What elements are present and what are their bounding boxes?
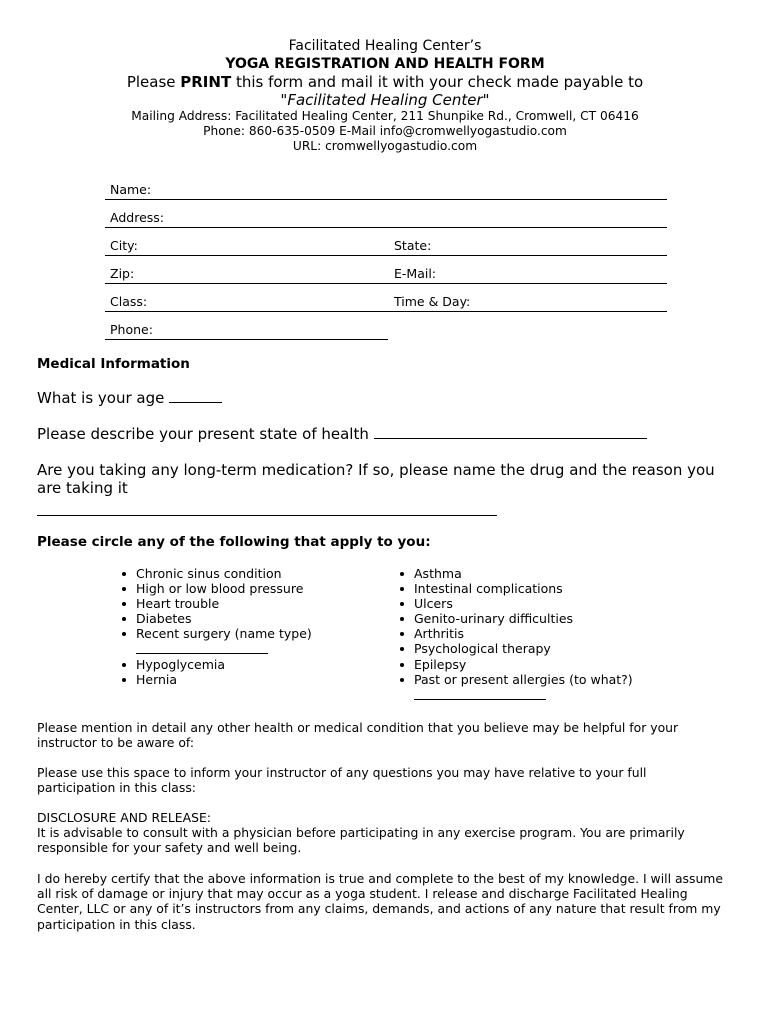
condition-item[interactable]: Genito-urinary difficulties <box>398 611 698 626</box>
payee-line <box>0 91 770 109</box>
questions-line2: participation in this class: <box>37 780 196 796</box>
field-row-zip-email <box>105 265 667 293</box>
certify-line4: participation in this class. <box>37 916 196 932</box>
disclosure-text <box>37 810 737 856</box>
certify-line1: I do hereby certify that the above information is true and complete to the best of my knowledge. I will assume <box>37 871 724 886</box>
form-title: YOGA REGISTRATION AND HEALTH FORM <box>225 56 545 72</box>
payee-name: Facilitated Healing Center <box>287 91 483 109</box>
allergies-blank-row <box>398 687 698 702</box>
medication-answer-line[interactable] <box>37 515 497 516</box>
health-blank[interactable] <box>374 426 647 439</box>
health-question <box>37 425 737 443</box>
surgery-blank[interactable] <box>136 641 268 654</box>
age-question-text: What is your age <box>37 389 165 407</box>
medication-question <box>37 461 737 497</box>
condition-item[interactable]: Intestinal complications <box>398 581 698 596</box>
condition-item[interactable]: Past or present allergies (to what?) <box>398 672 698 687</box>
city-field[interactable]: City: <box>105 237 391 256</box>
age-blank[interactable] <box>169 390 222 403</box>
conditions-list-left <box>120 566 380 687</box>
field-row-class-time <box>105 293 667 321</box>
condition-item[interactable]: Hernia <box>120 672 380 687</box>
condition-item[interactable]: Heart trouble <box>120 596 380 611</box>
condition-item[interactable]: Psychological therapy <box>398 641 698 656</box>
contact-fields <box>105 181 667 349</box>
payee-open-quote: " <box>280 91 288 109</box>
age-question <box>37 389 737 407</box>
surgery-blank-row <box>120 641 380 656</box>
allergies-blank[interactable] <box>414 687 546 700</box>
condition-item[interactable]: Hypoglycemia <box>120 657 380 672</box>
print-instruction <box>0 73 770 91</box>
medication-question-line1: Are you taking any long-term medication? If so, please name the drug and the reason you <box>37 461 715 479</box>
email-field[interactable]: E-Mail: <box>391 265 667 284</box>
phone-field[interactable]: Phone: <box>105 321 388 340</box>
disclosure-title: DISCLOSURE AND RELEASE: <box>37 810 211 825</box>
form-header <box>0 37 770 154</box>
class-field[interactable]: Class: <box>105 293 391 312</box>
health-question-text: Please describe your present state of health <box>37 425 369 443</box>
name-field[interactable]: Name: <box>105 181 667 200</box>
instruction-post: this form and mail it with your check made payable to <box>231 73 644 91</box>
zip-field[interactable]: Zip: <box>105 265 391 284</box>
disclosure-line1: It is advisable to consult with a physician before participating in any exercise program. You are primarily <box>37 825 685 841</box>
contact-line: Phone: 860-635-0509 E-Mail info@cromwellyogastudio.com <box>203 124 567 138</box>
url-line: URL: cromwellyogastudio.com <box>292 139 478 153</box>
address-field[interactable]: Address: <box>105 209 667 228</box>
field-row-city-state <box>105 237 667 265</box>
payee-close-quote: " <box>482 91 490 109</box>
condition-item[interactable]: Asthma <box>398 566 698 581</box>
instruction-bold: PRINT <box>180 73 232 91</box>
other-conditions-line2: instructor to be aware of: <box>37 735 195 751</box>
questions-line1: Please use this space to inform your instructor of any questions you may have relative to your full <box>37 765 647 780</box>
condition-item[interactable]: Epilepsy <box>398 657 698 672</box>
conditions-list-right <box>398 566 698 702</box>
condition-item[interactable]: Ulcers <box>398 596 698 611</box>
condition-item[interactable]: High or low blood pressure <box>120 581 380 596</box>
field-row-phone <box>105 321 667 349</box>
field-row-name <box>105 181 667 209</box>
certify-text <box>37 871 737 932</box>
disclosure-line2: responsible for your safety and well being. <box>37 840 302 856</box>
condition-item[interactable]: Chronic sinus condition <box>120 566 380 581</box>
condition-item[interactable]: Diabetes <box>120 611 380 626</box>
condition-item[interactable]: Recent surgery (name type) <box>120 626 380 641</box>
field-row-address <box>105 209 667 237</box>
medication-question-line2: are taking it <box>37 479 128 497</box>
certify-line2: all risk of damage or injury that may occur as a yoga student. I release and discharge Facilitated Healing <box>37 886 688 902</box>
instruction-pre: Please <box>126 73 181 91</box>
mailing-address: Mailing Address: Facilitated Healing Center, 211 Shunpike Rd., Cromwell, CT 06416 <box>131 109 639 123</box>
other-conditions-line1: Please mention in detail any other health or medical condition that you believe may be helpful for your <box>37 720 679 735</box>
org-line: Facilitated Healing Center’s <box>288 38 482 54</box>
conditions-title: Please circle any of the following that apply to you: <box>37 534 431 550</box>
medical-info-title: Medical Information <box>37 356 190 372</box>
condition-item[interactable]: Arthritis <box>398 626 698 641</box>
questions-text <box>37 765 737 795</box>
state-field[interactable]: State: <box>391 237 667 256</box>
time-day-field[interactable]: Time & Day: <box>391 293 667 312</box>
other-conditions-text <box>37 720 737 750</box>
certify-line3: Center, LLC or any of it’s instructors from any claims, demands, and actions of any nature that result from my <box>37 901 721 917</box>
